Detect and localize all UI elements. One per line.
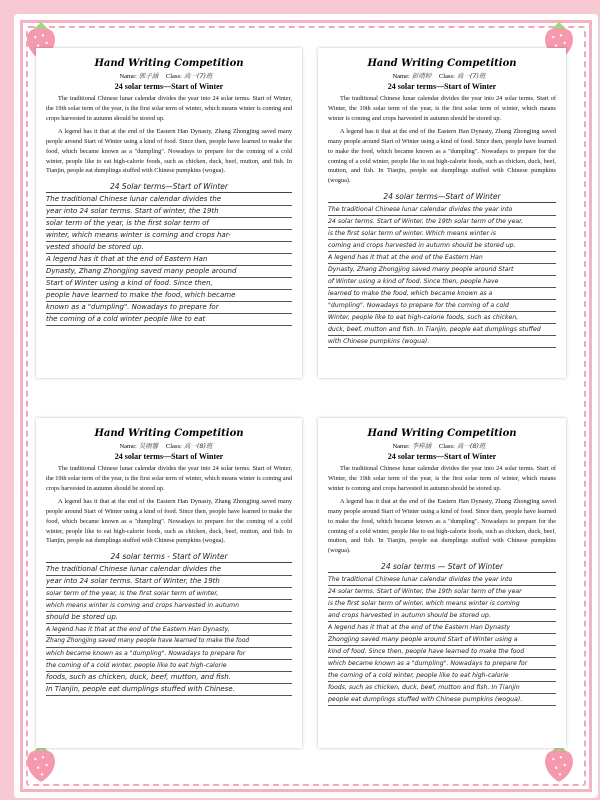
class-value: 高一(7)班 (183, 72, 213, 80)
printed-paragraph: The traditional Chinese lunar calendar divides the year into 24 solar terms. Start of Winter, the 19th solar term of the year, is the first solar term of winter, which means winter is coming and crops harvested in autumn should be stored up. (46, 95, 292, 122)
handwritten-line: "dumpling". Nowadays to prepare for the coming of a cold (328, 300, 556, 312)
handwritten-line: A legend has it that at the end of the Eastern Han (328, 252, 556, 264)
competition-title: Hand Writing Competition (94, 428, 244, 439)
handwritten-line: The traditional Chinese lunar calendar divides the (46, 194, 292, 206)
handwritten-line: learned to make the food, which became known as a (328, 288, 556, 300)
handwritten-line: kind of food. Since then, people have learned to make the food (328, 646, 556, 658)
worksheet-2 (318, 48, 566, 378)
handwriting-area (46, 552, 292, 696)
handwritten-line: people eat dumplings stuffed with Chinese pumpkins (wogua). (328, 694, 556, 706)
name-class-row (328, 71, 556, 80)
handwritten-line: which became known as a "dumpling". Nowadays to prepare for (46, 648, 292, 660)
printed-paragraph: The traditional Chinese lunar calendar divides the year into 24 solar terms. Start of Winter, the 19th solar term of the year, is the first solar term of winter, which means winter is coming and crops harvested in autumn should be stored up. (46, 465, 292, 492)
printed-paragraph: A legend has it that at the end of the Eastern Han Dynasty, Zhang Zhongjing saved many people around Start of Winter using a kind of food. Since then, people have learned to make the food, which became known as a "dumpling". Nowadays to prepare for the coming of a cold winter, people like to eat high-calorie foods, such as chicken, duck, beef, mutton, and fish. In Tianjin, people eat dumplings stuffed with Chinese pumpkins (wogua). (46, 498, 292, 545)
subtitle: 24 solar terms—Start of Winter (387, 82, 497, 91)
handwritten-title: 24 Solar terms—Start of Winter (46, 182, 292, 193)
handwritten-line: The traditional Chinese lunar calendar divides the year into (328, 204, 556, 216)
handwritten-line: Start of Winter using a kind of food. Since then, (46, 278, 292, 290)
handwritten-line: which became known as a "dumpling". Nowadays to prepare for (328, 658, 556, 670)
printed-text (328, 94, 556, 186)
class-value: 高一(7)班 (456, 72, 486, 80)
handwritten-line: is the first solar term of winter, which means winter is coming (328, 598, 556, 610)
worksheet-1 (36, 48, 302, 378)
handwritten-line: year into 24 solar terms. Start of winter, the 19th (46, 206, 292, 218)
handwritten-line: people have learned to make the food, which became (46, 290, 292, 302)
subtitle: 24 solar terms—Start of Winter (387, 452, 497, 461)
subtitle: 24 solar terms—Start of Winter (114, 82, 224, 91)
handwritten-line: foods, such as chicken, duck, beef, mutton and fish. In Tianjin (328, 682, 556, 694)
handwritten-line: Zhongjing saved many people around Start of Winter using a (328, 634, 556, 646)
name-value: 彭靖婷 (411, 72, 432, 80)
name-class-row (46, 71, 292, 80)
name-value: 郭子涵 (138, 72, 159, 80)
handwritten-line: 24 solar terms. Start of Winter, the 19th solar term of the year (328, 586, 556, 598)
handwritten-line: year into 24 solar terms. Start of Winter, the 19th (46, 576, 292, 588)
handwritten-line: Zhang Zhongjing saved many people have learned to make the food (46, 636, 292, 648)
class-label: Class: (438, 73, 455, 80)
name-label: Name: (392, 443, 410, 450)
class-value: 高一(8)班 (183, 442, 213, 450)
competition-title: Hand Writing Competition (367, 428, 517, 439)
subtitle: 24 solar terms—Start of Winter (114, 452, 224, 461)
name-label: Name: (119, 443, 137, 450)
class-label: Class: (165, 443, 182, 450)
printed-text (328, 464, 556, 556)
name-label: Name: (392, 73, 410, 80)
handwritten-line: A legend has it that at the end of the Eastern Han Dynasty, (46, 624, 292, 636)
name-class-row (328, 441, 556, 450)
class-label: Class: (165, 73, 182, 80)
class-value: 高一(8)班 (456, 442, 486, 450)
handwritten-line: winter, which means winter is coming and crops har- (46, 230, 292, 242)
handwritten-title: 24 solar terms - Start of Winter (46, 552, 292, 563)
printed-text (46, 94, 292, 176)
handwritten-line: The traditional Chinese lunar calendar divides the year into (328, 574, 556, 586)
name-label: Name: (119, 73, 137, 80)
handwritten-line: the coming of a cold winter, people like to eat high-calorie (328, 670, 556, 682)
handwritten-line: coming and crops harvested in autumn should be stored up. (328, 240, 556, 252)
handwritten-line: should be stored up. (46, 612, 292, 624)
name-value: 吴雨馨 (138, 442, 159, 450)
handwritten-title: 24 solar terms — Start of Winter (328, 562, 556, 573)
handwritten-line: foods, such as chicken, duck, beef, mutton, and fish. (46, 672, 292, 684)
handwritten-line: The traditional Chinese lunar calendar divides the (46, 564, 292, 576)
printed-paragraph: A legend has it that at the end of the Eastern Han Dynasty, Zhang Zhongjing saved many people around Start of Winter using a kind of food. Since then, people have learned to make the food, which became known as a "dumpling". Nowadays to prepare for the coming of a cold winter, people like to eat high-calorie foods, such as chicken, duck, beef, mutton, and fish. In Tianjin, people eat dumplings stuffed with Chinese pumpkins (wogua). (46, 128, 292, 175)
handwriting-area (328, 192, 556, 348)
competition-title: Hand Writing Competition (367, 58, 517, 69)
competition-title: Hand Writing Competition (94, 58, 244, 69)
printed-paragraph: The traditional Chinese lunar calendar divides the year into 24 solar terms. Start of Winter, the 19th solar term of the year, is the first solar term of winter, which means winter is coming and crops harvested in autumn should be stored up. (328, 95, 556, 122)
handwritten-line: Dynasty, Zhang Zhongjing saved many people around Start (328, 264, 556, 276)
handwritten-line: which means winter is coming and crops harvested in autumn (46, 600, 292, 612)
handwritten-line: of Winter using a kind of food. Since then, people have (328, 276, 556, 288)
name-class-row (46, 441, 292, 450)
handwriting-area (328, 562, 556, 706)
handwritten-line: A legend has it that at the end of the Eastern Han Dynasty (328, 622, 556, 634)
handwriting-area (46, 182, 292, 326)
handwritten-line: duck, beef, mutton and fish. In Tianjin, people eat dumplings stuffed (328, 324, 556, 336)
printed-paragraph: A legend has it that at the end of the Eastern Han Dynasty, Zhang Zhongjing saved many people around Start of Winter using a kind of food. Since then, people have learned to make the food, which became known as a "dumpling". Nowadays to prepare for the coming of a cold winter, people like to eat high-calorie foods, such as chicken, duck, beef, mutton, and fish. In Tianjin, people eat dumplings stuffed with Chinese pumpkins (wogua). (328, 498, 556, 554)
handwritten-line: and crops harvested in autumn should be stored up. (328, 610, 556, 622)
printed-text (46, 464, 292, 546)
printed-paragraph: The traditional Chinese lunar calendar divides the year into 24 solar terms. Start of Winter, the 19th solar term of the year, is the first solar term of winter, which means winter is coming and crops harvested in autumn should be stored up. (328, 465, 556, 492)
name-value: 李梓涵 (411, 442, 432, 450)
handwritten-line: known as a "dumpling". Nowadays to prepare for (46, 302, 292, 314)
handwritten-line: In Tianjin, people eat dumplings stuffed with Chinese. (46, 684, 292, 696)
class-label: Class: (438, 443, 455, 450)
handwritten-line: A legend has it that at the end of Eastern Han (46, 254, 292, 266)
handwritten-line: Dynasty, Zhang Zhongjing saved many people around (46, 266, 292, 278)
handwritten-line: the coming of a cold winter people like to eat (46, 314, 292, 326)
handwritten-line: solar term of the year, is the first solar term of winter, (46, 588, 292, 600)
handwritten-line: vested should be stored up. (46, 242, 292, 254)
handwritten-title: 24 solar terms—Start of Winter (328, 192, 556, 203)
handwritten-line: solar term of the year, is the first solar term of (46, 218, 292, 230)
handwritten-line: with Chinese pumpkins (wogua). (328, 336, 556, 348)
printed-paragraph: A legend has it that at the end of the Eastern Han Dynasty, Zhang Zhongjing saved many people around Start of Winter using a kind of food. Since then, people have learned to make the food, which became known as a "dumpling". Nowadays to prepare for the coming of a cold winter, people like to eat high-calorie foods, such as chicken, duck, beef, mutton, and fish. In Tianjin, people eat dumplings stuffed with Chinese pumpkins (wogua). (328, 128, 556, 184)
handwritten-line: 24 solar terms. Start of Winter, the 19th solar term of the year, (328, 216, 556, 228)
handwritten-line: the coming of a cold winter, people like to eat high-calorie (46, 660, 292, 672)
worksheet-3 (36, 418, 302, 748)
worksheet-4 (318, 418, 566, 748)
handwritten-line: Winter, people like to eat high-calorie foods, such as chicken, (328, 312, 556, 324)
handwritten-line: is the first solar term of winter. Which means winter is (328, 228, 556, 240)
